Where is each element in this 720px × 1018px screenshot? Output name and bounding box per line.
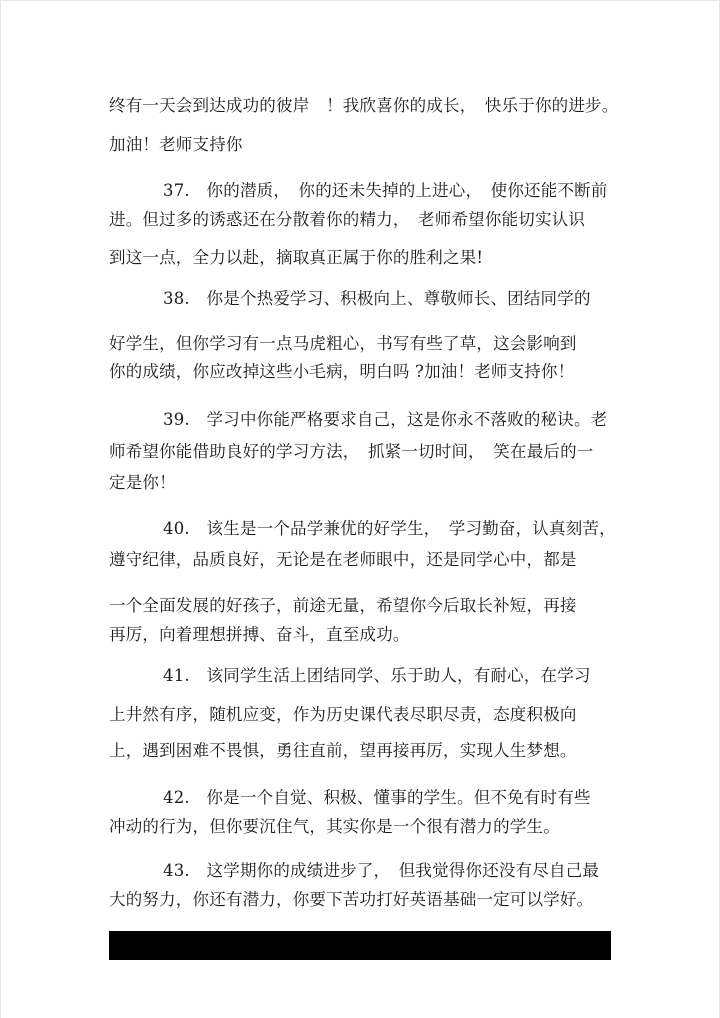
text-line: 大的努力，你还有潜力，你要下苦功打好英语基础一定可以学好。	[109, 890, 594, 909]
text-line: 冲动的行为，但你要沉住气，其实你是一个很有潜力的学生。	[109, 817, 560, 836]
text-line: 师希望你能借助良好的学习方法， 抓紧一切时间， 笑在最后的一	[109, 442, 594, 461]
text-line: 到这一点，全力以赴，摘取真正属于你的胜利之果!	[109, 248, 484, 267]
text-line: 再厉，向着理想拼搏、奋斗，直至成功。	[109, 625, 410, 644]
text-line: 进。但过多的诱惑还在分散着你的精力， 老师希望你能切实认识	[109, 210, 586, 229]
text-line: 加油！老师支持你	[109, 135, 243, 154]
text-line: 定是你！	[109, 473, 176, 492]
text-line: 上，遇到困难不畏惧，勇往直前，望再接再厉，实现人生梦想。	[109, 741, 577, 760]
text-line: 一个全面发展的好孩子，前途无量，希望你今后取长补短，再接	[109, 596, 577, 615]
comment-39-first-line: 39. 学习中你能严格要求自己，这是你永不落败的秘诀。老	[163, 410, 608, 429]
text-line: 上井然有序，随机应变，作为历史课代表尽职尽责，态度积极向	[109, 705, 577, 724]
text-line: 遵守纪律，品质良好，无论是在老师眼中，还是同学心中，都是	[109, 550, 577, 569]
comment-38-first-line: 38. 你是个热爱学习、积极向上、尊敬师长、团结同学的	[163, 289, 591, 308]
comment-43-first-line: 43. 这学期你的成绩进步了， 但我觉得你还没有尽自己最	[163, 861, 600, 880]
redaction-bar	[109, 931, 611, 960]
text-line: 终有一天会到达成功的彼岸 ！我欣喜你的成长， 快乐于你的进步。	[109, 96, 619, 115]
text-line: 好学生，但你学习有一点马虎粗心，书写有些了草，这会影响到	[109, 334, 577, 353]
comment-37-first-line: 37. 你的潜质， 你的还未失掉的上进心， 使你还能不断前	[163, 181, 608, 200]
comment-40-first-line: 40. 该生是一个品学兼优的好学生， 学习勤奋，认真刻苦，	[163, 519, 616, 538]
text-line: 你的成绩，你应改掉这些小毛病，明白吗 ?加油！老师支持你！	[109, 362, 575, 381]
comment-41-first-line: 41. 该同学生活上团结同学、乐于助人，有耐心，在学习	[163, 666, 591, 685]
comment-42-first-line: 42. 你是一个自觉、积极、懂事的学生。但不免有时有些	[163, 788, 591, 807]
